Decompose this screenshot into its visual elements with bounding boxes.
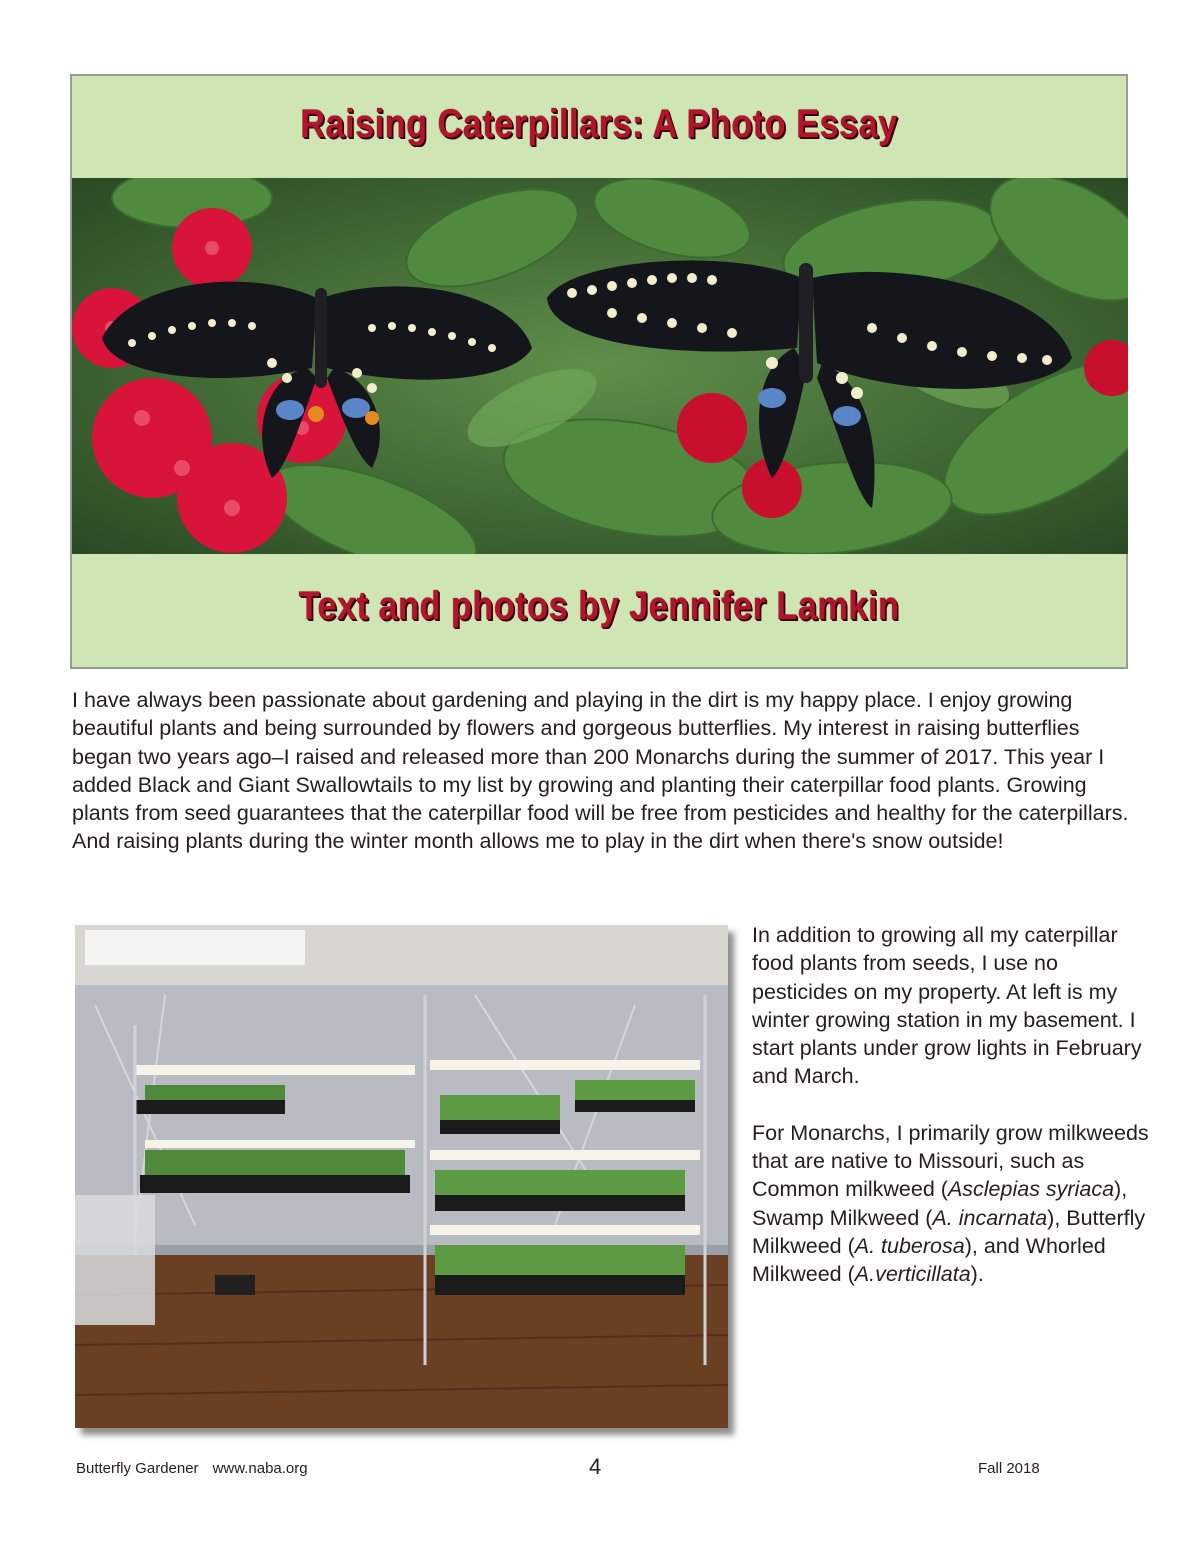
species-name: Asclepias syriaca — [947, 1177, 1115, 1202]
article-title: Raising Caterpillars: A Photo Essay — [300, 102, 898, 146]
page-number: 4 — [589, 1454, 602, 1479]
growing-station-photo — [75, 925, 728, 1428]
text-run: ), Butterfly Milkweed ( — [752, 1205, 1146, 1258]
swallowtail-butterflies-photo — [72, 178, 1128, 554]
species-name: A.verticillata — [854, 1262, 971, 1287]
species-name: A. incarnata — [932, 1205, 1048, 1230]
sidebar-text — [752, 921, 1152, 1289]
species-name: A. tuberosa — [854, 1233, 965, 1258]
text-run: ). — [970, 1262, 984, 1287]
footer-publication — [76, 1460, 308, 1477]
text-run: For Monarchs, I primarily grow milkweeds that are native to Missouri, such as Common milkweed ( — [752, 1120, 1149, 1202]
sidebar-paragraph-2 — [752, 1119, 1152, 1289]
text-run: ), Swamp Milkweed ( — [752, 1177, 1128, 1230]
title-banner — [70, 74, 1128, 669]
article-byline: Text and photos by Jennifer Lamkin — [298, 584, 900, 628]
sidebar-paragraph-1: In addition to growing all my caterpillar food plants from seeds, I use no pesticides on my property. At left is my winter growing station in my basement. I start plants under grow lights in February and March. — [752, 923, 1142, 1089]
footer-issue: Fall 2018 — [978, 1460, 1040, 1477]
text-run: ), and Whorled Milkweed ( — [752, 1233, 1106, 1287]
footer-url: www.naba.org — [212, 1460, 308, 1477]
publication-name: Butterfly Gardener — [76, 1460, 199, 1477]
intro-paragraph: I have always been passionate about gardening and playing in the dirt is my happy place. I enjoy growing beautiful plants and being surrounded by flowers and gorgeous butterflies. My interest in raising butterflies began two years ago–I raised and released more than 200 Monarchs during the summer of 2017. This year I added Black and Giant Swallowtails to my list by growing and planting their caterpillar food plants. Growing plants from seed guarantees that the caterpillar food will be free from pesticides and healthy for the caterpillars. And raising plants during the winter month allows me to play in the dirt when there's snow outside! — [72, 688, 1129, 854]
